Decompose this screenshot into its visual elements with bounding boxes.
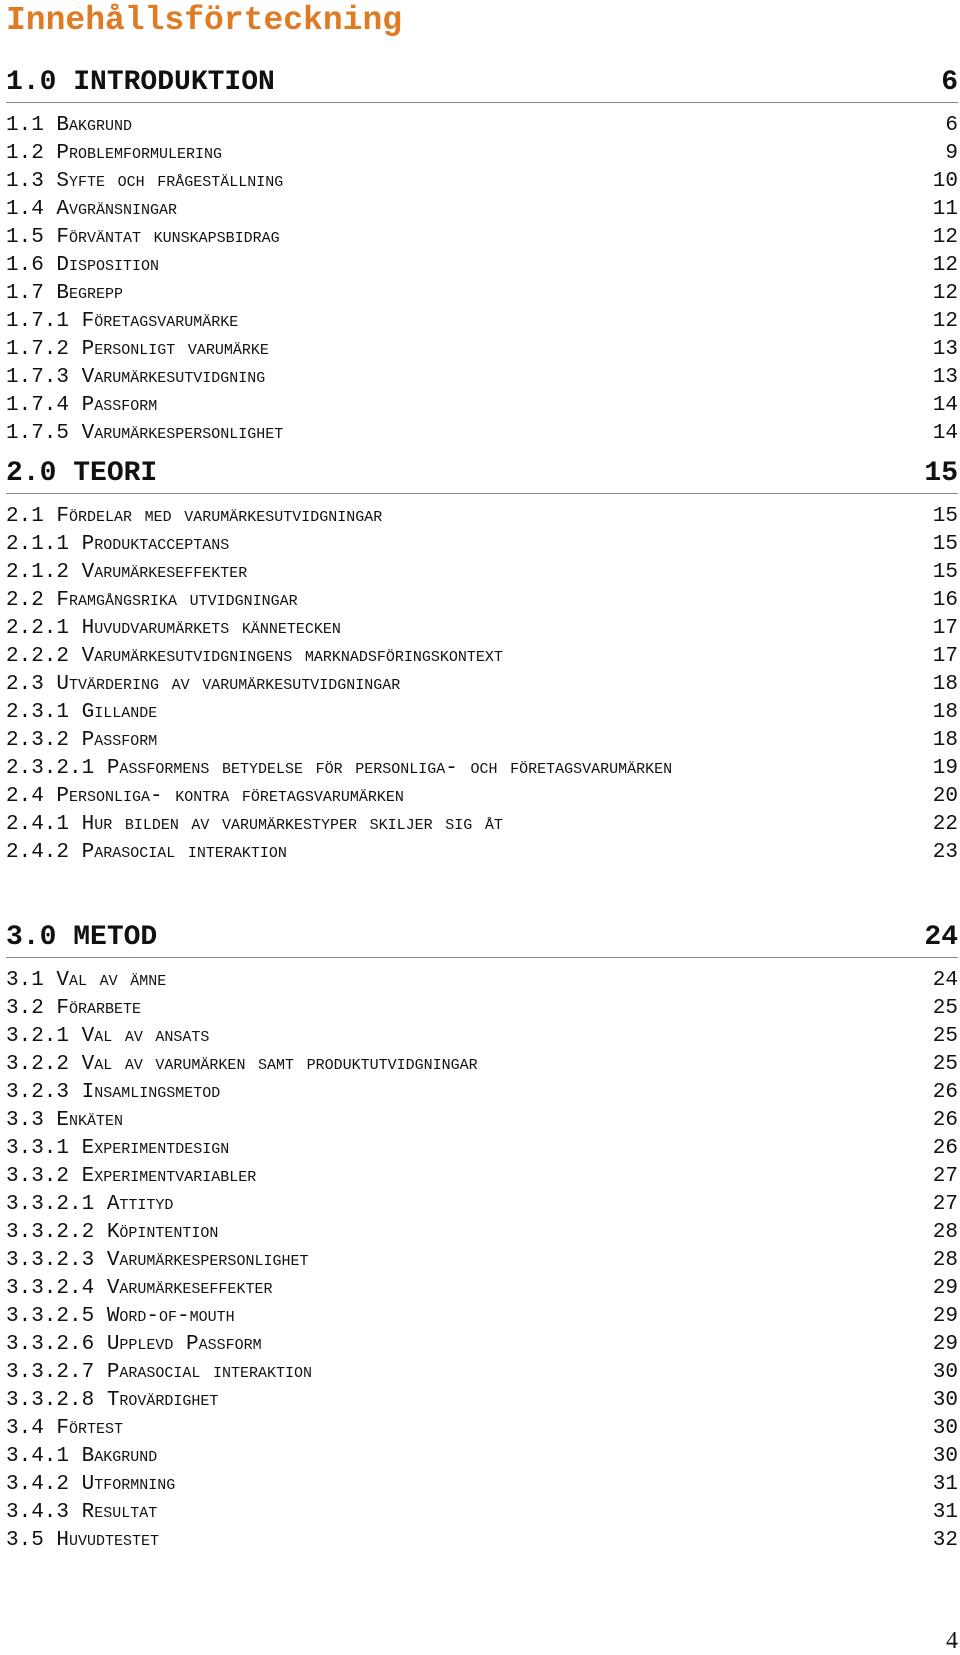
toc-entry-label: 1.6 Disposition xyxy=(6,254,160,277)
toc-entry-label: 3.3.2.7 Parasocial interaktion xyxy=(6,1361,313,1384)
toc-entry-page: 32 xyxy=(932,1529,958,1552)
toc-entry-label: 1.5 Förväntat kunskapsbidrag xyxy=(6,226,280,249)
toc-entry[interactable] xyxy=(6,1079,958,1107)
toc-entry-page: 12 xyxy=(932,226,958,249)
toc-entry-page: 12 xyxy=(932,310,958,333)
toc-entry-label: 2.4.1 Hur bilden av varumärkestyper skiljer sig åt xyxy=(6,813,503,836)
chapter-heading[interactable] xyxy=(6,455,958,494)
toc-entry-page: 26 xyxy=(932,1109,958,1132)
toc-entry-label: 1.7.4 Passform xyxy=(6,394,158,417)
toc-entry-label: 2.4 Personliga- kontra företagsvarumärken xyxy=(6,785,404,808)
toc-entry[interactable] xyxy=(6,196,958,224)
toc-entry[interactable] xyxy=(6,224,958,252)
toc-section-introduktion xyxy=(6,64,958,448)
toc-entry-page: 18 xyxy=(932,701,958,724)
toc-entry-label: 3.3.2.5 Word-of-mouth xyxy=(6,1305,235,1328)
toc-entry-page: 18 xyxy=(932,729,958,752)
toc-entry[interactable] xyxy=(6,1499,958,1527)
toc-entry[interactable] xyxy=(6,168,958,196)
toc-entry-label: 2.3.2.1 Passformens betydelse för personliga- och företagsvarumärken xyxy=(6,757,673,780)
toc-entry-page: 23 xyxy=(932,841,958,864)
toc-entry[interactable] xyxy=(6,503,958,531)
toc-entry-page: 28 xyxy=(932,1221,958,1244)
toc-entry[interactable] xyxy=(6,1527,958,1555)
toc-entry[interactable] xyxy=(6,1191,958,1219)
toc-entry-page: 25 xyxy=(932,1053,958,1076)
toc-entry-label: 2.1.1 Produktacceptans xyxy=(6,533,230,556)
toc-entry-page: 16 xyxy=(932,589,958,612)
chapter-page: 6 xyxy=(941,67,958,98)
toc-entry-page: 19 xyxy=(932,757,958,780)
toc-entry-label: 3.1 Val av ämne xyxy=(6,969,167,992)
toc-entry[interactable] xyxy=(6,1303,958,1331)
toc-entry-page: 27 xyxy=(932,1193,958,1216)
toc-entry-page: 24 xyxy=(932,969,958,992)
toc-entry-label: 1.1 Bakgrund xyxy=(6,114,133,137)
toc-entry-page: 30 xyxy=(932,1417,958,1440)
toc-entry[interactable] xyxy=(6,364,958,392)
page-number: 4 xyxy=(946,1628,958,1654)
toc-entry[interactable] xyxy=(6,1415,958,1443)
toc-section-teori xyxy=(6,455,958,867)
toc-entry[interactable] xyxy=(6,280,958,308)
toc-entry-page: 10 xyxy=(932,170,958,193)
toc-entry[interactable] xyxy=(6,308,958,336)
toc-entry[interactable] xyxy=(6,336,958,364)
toc-entry[interactable] xyxy=(6,1471,958,1499)
entry-list xyxy=(6,503,958,867)
toc-entry[interactable] xyxy=(6,811,958,839)
toc-entry[interactable] xyxy=(6,420,958,448)
toc-entry[interactable] xyxy=(6,727,958,755)
toc-entry-label: 3.4 Förtest xyxy=(6,1417,124,1440)
toc-entry-label: 2.1.2 Varumärkeseffekter xyxy=(6,561,248,584)
chapter-page: 15 xyxy=(924,458,958,489)
toc-entry-page: 29 xyxy=(932,1277,958,1300)
toc-entry-label: 3.2.2 Val av varumärken samt produktutvidgningar xyxy=(6,1053,478,1076)
toc-entry[interactable] xyxy=(6,615,958,643)
toc-entry-page: 31 xyxy=(932,1501,958,1524)
toc-entry-label: 1.7 Begrepp xyxy=(6,282,124,305)
toc-entry-page: 25 xyxy=(932,1025,958,1048)
toc-entry-label: 1.7.1 Företagsvarumärke xyxy=(6,310,239,333)
toc-entry-page: 15 xyxy=(932,561,958,584)
entry-list xyxy=(6,967,958,1555)
toc-entry-page: 27 xyxy=(932,1165,958,1188)
toc-entry-label: 3.2.1 Val av ansats xyxy=(6,1025,210,1048)
toc-entry-page: 31 xyxy=(932,1473,958,1496)
toc-entry-label: 1.3 Syfte och frågeställning xyxy=(6,170,284,193)
toc-entry-page: 13 xyxy=(932,366,958,389)
toc-entry-page: 28 xyxy=(932,1249,958,1272)
toc-entry[interactable] xyxy=(6,531,958,559)
toc-entry-label: 3.2 Förarbete xyxy=(6,997,142,1020)
toc-entry[interactable] xyxy=(6,1247,958,1275)
toc-entry-label: 2.2.1 Huvudvarumärkets kännetecken xyxy=(6,617,341,640)
toc-entry-page: 26 xyxy=(932,1081,958,1104)
toc-entry-label: 2.3 Utvärdering av varumärkesutvidgningar xyxy=(6,673,401,696)
toc-entry-page: 18 xyxy=(932,673,958,696)
chapter-heading[interactable] xyxy=(6,919,958,958)
chapter-label: 2.0 TEORI xyxy=(6,458,158,489)
toc-entry-label: 3.3.2 Experimentvariabler xyxy=(6,1165,257,1188)
toc-entry[interactable] xyxy=(6,1051,958,1079)
toc-entry-page: 13 xyxy=(932,338,958,361)
toc-entry[interactable] xyxy=(6,783,958,811)
toc-entry-page: 30 xyxy=(932,1445,958,1468)
toc-entry-label: 3.5 Huvudtestet xyxy=(6,1529,160,1552)
toc-entry-page: 17 xyxy=(932,645,958,668)
chapter-page: 24 xyxy=(924,922,958,953)
toc-entry-label: 2.3.2 Passform xyxy=(6,729,158,752)
toc-entry-page: 29 xyxy=(932,1305,958,1328)
toc-entry[interactable] xyxy=(6,755,958,783)
toc-entry-label: 1.7.5 Varumärkespersonlighet xyxy=(6,422,284,445)
toc-entry-label: 1.7.2 Personligt varumärke xyxy=(6,338,269,361)
toc-entry-label: 3.3.2.4 Varumärkeseffekter xyxy=(6,1277,273,1300)
toc-entry[interactable] xyxy=(6,559,958,587)
toc-entry[interactable] xyxy=(6,643,958,671)
toc-title: Innehållsförteckning xyxy=(6,2,403,39)
toc-entry[interactable] xyxy=(6,1387,958,1415)
toc-entry-label: 2.1 Fördelar med varumärkesutvidgningar xyxy=(6,505,383,528)
toc-entry[interactable] xyxy=(6,699,958,727)
toc-entry-label: 3.3.1 Experimentdesign xyxy=(6,1137,230,1160)
toc-entry-page: 14 xyxy=(932,394,958,417)
toc-entry[interactable] xyxy=(6,587,958,615)
toc-entry-label: 1.7.3 Varumärkesutvidgning xyxy=(6,366,266,389)
toc-entry[interactable] xyxy=(6,1219,958,1247)
toc-entry[interactable] xyxy=(6,995,958,1023)
toc-entry-page: 12 xyxy=(932,254,958,277)
toc-entry-label: 2.2.2 Varumärkesutvidgningens marknadsföringskontext xyxy=(6,645,503,668)
toc-entry-label: 3.2.3 Insamlingsmetod xyxy=(6,1081,221,1104)
toc-entry-page: 11 xyxy=(932,198,958,221)
toc-entry-label: 1.2 Problemformulering xyxy=(6,142,223,165)
toc-entry-page: 15 xyxy=(932,505,958,528)
toc-entry-label: 3.3.2.6 Upplevd Passform xyxy=(6,1333,262,1356)
toc-entry-label: 3.4.1 Bakgrund xyxy=(6,1445,158,1468)
toc-entry-page: 30 xyxy=(932,1389,958,1412)
toc-entry-page: 29 xyxy=(932,1333,958,1356)
toc-entry[interactable] xyxy=(6,1135,958,1163)
toc-entry[interactable] xyxy=(6,1359,958,1387)
toc-entry[interactable] xyxy=(6,252,958,280)
toc-entry[interactable] xyxy=(6,1107,958,1135)
toc-entry-label: 2.3.1 Gillande xyxy=(6,701,158,724)
toc-entry-page: 12 xyxy=(932,282,958,305)
toc-entry[interactable] xyxy=(6,1023,958,1051)
toc-entry-label: 3.4.2 Utformning xyxy=(6,1473,176,1496)
toc-entry-label: 3.3.2.2 Köpintention xyxy=(6,1221,219,1244)
toc-entry-label: 2.4.2 Parasocial interaktion xyxy=(6,841,287,864)
toc-entry-page: 22 xyxy=(932,813,958,836)
toc-entry-label: 3.3.2.3 Varumärkespersonlighet xyxy=(6,1249,309,1272)
toc-entry-page: 20 xyxy=(932,785,958,808)
toc-entry-label: 3.3.2.1 Attityd xyxy=(6,1193,174,1216)
toc-entry-label: 1.4 Avgränsningar xyxy=(6,198,178,221)
toc-entry-label: 3.3 Enkäten xyxy=(6,1109,124,1132)
toc-entry-page: 15 xyxy=(932,533,958,556)
toc-entry-page: 6 xyxy=(945,114,958,137)
toc-entry-label: 3.4.3 Resultat xyxy=(6,1501,158,1524)
toc-entry[interactable] xyxy=(6,1443,958,1471)
toc-entry-page: 30 xyxy=(932,1361,958,1384)
toc-entry-page: 9 xyxy=(945,142,958,165)
toc-entry[interactable] xyxy=(6,1163,958,1191)
toc-section-metod xyxy=(6,919,958,1555)
toc-entry-page: 26 xyxy=(932,1137,958,1160)
chapter-heading[interactable] xyxy=(6,64,958,103)
toc-entry[interactable] xyxy=(6,392,958,420)
toc-entry[interactable] xyxy=(6,967,958,995)
toc-entry-page: 17 xyxy=(932,617,958,640)
toc-entry[interactable] xyxy=(6,1331,958,1359)
toc-entry[interactable] xyxy=(6,1275,958,1303)
chapter-label: 1.0 INTRODUKTION xyxy=(6,67,275,98)
toc-entry-label: 2.2 Framgångsrika utvidgningar xyxy=(6,589,298,612)
toc-entry-label: 3.3.2.8 Trovärdighet xyxy=(6,1389,219,1412)
chapter-label: 3.0 METOD xyxy=(6,922,158,953)
toc-entry-page: 25 xyxy=(932,997,958,1020)
toc-entry[interactable] xyxy=(6,112,958,140)
toc-entry[interactable] xyxy=(6,671,958,699)
toc-entry[interactable] xyxy=(6,839,958,867)
entry-list xyxy=(6,112,958,448)
toc-entry-page: 14 xyxy=(932,422,958,445)
toc-entry[interactable] xyxy=(6,140,958,168)
